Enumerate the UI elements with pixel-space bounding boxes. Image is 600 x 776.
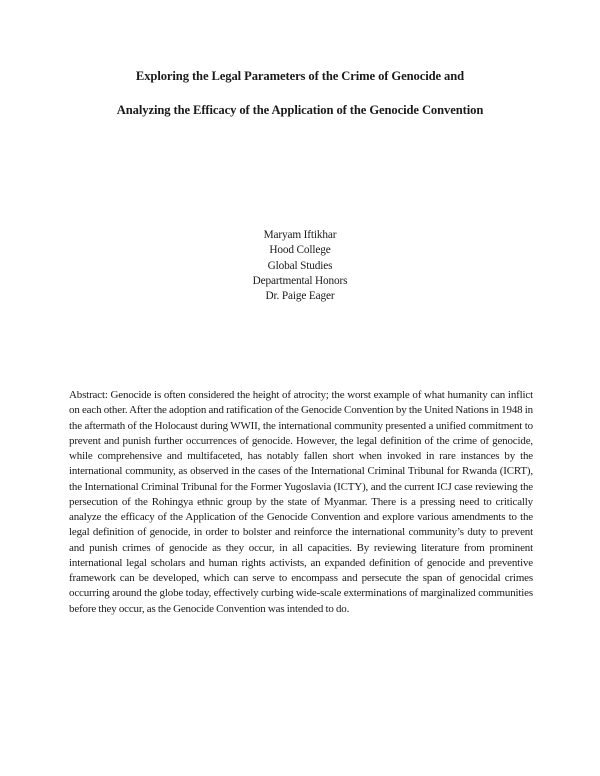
institution: Hood College (269, 244, 331, 257)
program-name: Global Studies (267, 259, 333, 272)
honors-designation: Departmental Honors (252, 274, 348, 287)
title-line-2: Analyzing the Efficacy of the Application of the Genocide Convention (116, 103, 484, 117)
abstract-paragraph: Abstract: Genocide is often considered the height of atrocity; the worst example of what humanity can inflict on each other. After the adoption and ratification of the Genocide Convention by the United Nations in 1948 in the aftermath of the Holocaust during WWII, the international community presented a unified commitment to prevent and punish further occurrences of genocide. However, the legal definition of the crime of genocide, while comprehensive and multifaceted, has notably fallen short when invoked in rare instances by the international community, as observed in the cases of the International Criminal Tribunal for Rwanda (ICRT), the International Criminal Tribunal for the Former Yugoslavia (ICTY), and the current ICJ case reviewing the persecution of the Rohingya ethnic group by the state of Myanmar. There is a pressing need to critically analyze the efficacy of the Application of the Genocide Convention and explore various amendments to the legal definition of genocide, in order to bolster and reinforce the international community’s duty to prevent and punish crimes of genocide as they occur, in all capacities. By reviewing literature from prominent international legal scholars and human rights activists, an expanded definition of genocide and preventive framework can be developed, which can serve to encompass and persecute the span of genocidal crimes occurring around the globe today, effectively curbing wide-scale exterminations of marginalized communities before they occur, as the Genocide Convention was intended to do. (69, 389, 533, 615)
byline-block (0, 228, 600, 304)
author-name: Maryam Iftikhar (263, 229, 337, 241)
title-line-1: Exploring the Legal Parameters of the Crime of Genocide and (135, 69, 465, 83)
advisor-name: Dr. Paige Eager (265, 290, 335, 303)
